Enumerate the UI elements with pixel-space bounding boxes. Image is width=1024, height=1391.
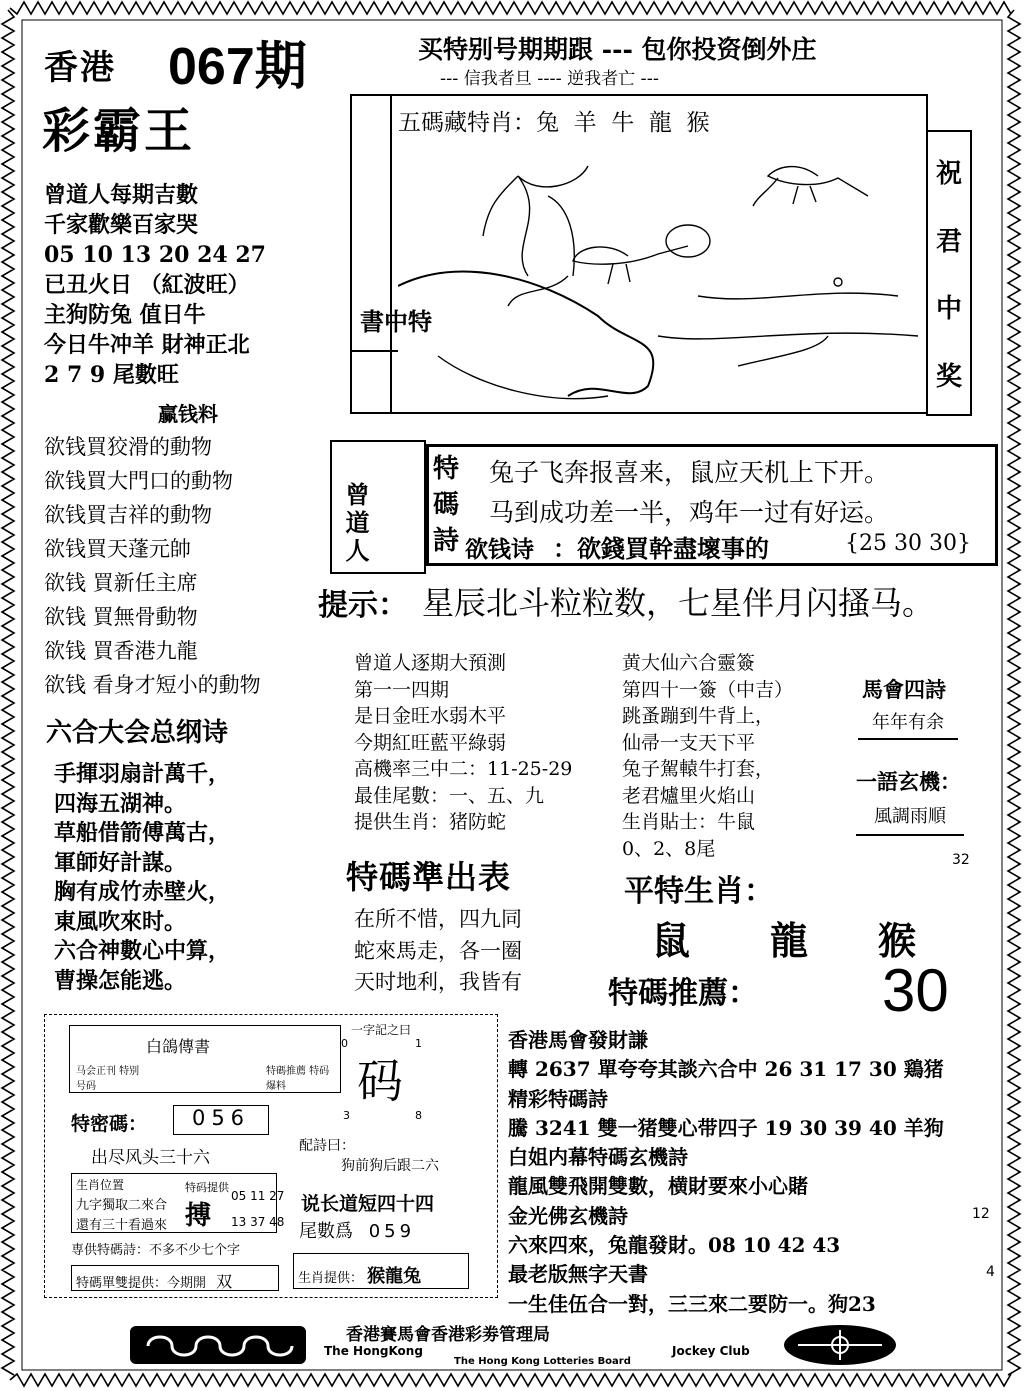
recommend-label: 特碼推薦： [608, 976, 758, 1011]
issue-number: 067期 [168, 38, 307, 96]
prediction-line: 是日金旺水弱木平 [354, 705, 507, 727]
flat-zodiac-title: 平特生肖： [624, 874, 774, 909]
money-poem-label: 欲钱诗 [465, 537, 534, 563]
club-line: 龍風雙飛開雙數，横財要來小心賭 [508, 1174, 808, 1199]
special-poem-label [433, 451, 459, 559]
lotteries-board-logo-icon [778, 1322, 902, 1368]
poem-line: 軍師好計謀。 [54, 849, 187, 876]
hint-label: 提示： [318, 588, 408, 623]
poem-line: 四海五湖神。 [54, 790, 187, 817]
oracle-line: 仙帚一支天下平 [622, 731, 756, 754]
recommend-number: 30 [882, 957, 949, 1024]
info-line: 千家歡樂百家哭 [44, 212, 199, 238]
poem-line: 草船借箭傅萬古， [54, 820, 231, 846]
club-line: 騰 3241 雙一猪雙心带四子 19 30 39 40 羊狗 [508, 1115, 944, 1140]
good-luck-column [926, 130, 972, 416]
hint-box-numbers-2: 13 37 48 [231, 1215, 285, 1229]
label-char: 特 [433, 454, 460, 484]
odd-even-label: 特碼單雙提供：今期開 [76, 1276, 207, 1291]
prediction-list [354, 650, 572, 836]
seal-box [330, 440, 426, 574]
secret-code-label: 特密碼： [71, 1113, 148, 1135]
poem-body [54, 760, 230, 996]
picture-divider [350, 350, 398, 352]
riddle-label: 配詩曰： [299, 1138, 355, 1154]
slogan-top: 买特别号期期跟 --- 包你投资倒外庄 [418, 35, 817, 64]
prediction-line: 高機率三中二：11-25-29 [354, 758, 573, 780]
oracle-line: 跳蚤蹦到牛背上， [622, 705, 775, 727]
book-title-box [69, 1025, 341, 1093]
mystery-value: 風調雨順 [856, 802, 964, 836]
zodiac-provide-label: 生肖提供： [298, 1271, 364, 1286]
horse-poem-value: 年年有余 [858, 708, 958, 740]
info-line: 已丑火日 （紅波旺） [44, 272, 250, 298]
memo-n8: 8 [415, 1109, 422, 1122]
secret-code-number: 056 [173, 1105, 269, 1135]
special-table-title: 特碼準出表 [346, 858, 512, 896]
poem-line: 六合神數心中算， [54, 938, 231, 964]
flat-zodiac-2: 龍 [770, 919, 809, 963]
list-item: 欲钱 買香港九龍 [44, 639, 198, 663]
prediction-line: 今期紅旺藍平綠弱 [354, 731, 507, 754]
poem-hint: 専供特碼詩：不多不少七个字 [71, 1243, 241, 1258]
special-poem-box [426, 444, 998, 566]
jockey-club-logo-icon [128, 1322, 308, 1368]
hint-box-label: 特码提供 [185, 1181, 229, 1194]
memo-n3: 3 [343, 1109, 350, 1122]
prediction-line: 第一一四期 [354, 678, 450, 701]
good-luck-char: 中 [935, 294, 962, 325]
club-line: 最老版無字天書 [508, 1262, 648, 1287]
prediction-line: 最佳尾數：一、五、九 [354, 784, 545, 807]
info-line: 曾道人每期吉數 [44, 182, 199, 208]
brand-hongkong: 香港 [44, 48, 116, 88]
poem-line: 曹操怎能逃。 [54, 967, 187, 994]
prediction-line: 提供生肖：猪防蛇 [354, 811, 507, 833]
flat-zodiac-3: 猴 [878, 919, 917, 963]
jockey-club-list [508, 1026, 944, 1319]
club-line: 轉 2637 單夸夸其談六合中 26 31 17 30 鶏猪 [508, 1057, 944, 1082]
oracle-line: 0、2、8尾 [622, 837, 716, 860]
position-label: 生肖位置 [76, 1178, 125, 1192]
memo-n1: 1 [415, 1037, 422, 1050]
seal-text: 曾道人 [341, 482, 369, 566]
label-char: 碼 [433, 490, 460, 520]
info-line: 2 7 9 尾數旺 [44, 362, 179, 388]
hint-text: 星辰北斗粒粒数，七星伴月闪搔马。 [422, 584, 935, 622]
memo-char: 码 [357, 1054, 403, 1108]
carrier-pigeon-card [44, 1014, 498, 1298]
club-line: 金光佛玄機詩 [508, 1203, 628, 1228]
list-item: 欲钱買天蓬元帥 [44, 537, 191, 561]
oracle-list [622, 650, 793, 862]
side-number-4: 4 [986, 1264, 995, 1280]
footer-en-sub: The Hong Kong Lotteries Board [454, 1356, 631, 1367]
club-line: 香港馬會發財謙 [508, 1028, 648, 1052]
side-left-column [350, 96, 392, 414]
long-short-text: 说长道短四十四 [301, 1193, 435, 1215]
zodiac-provide-box [293, 1253, 469, 1289]
small-right-note: 特碼推薦 特码爆料 [266, 1066, 330, 1092]
money-poem-text: ：欲錢買幹盡壞事的 [553, 534, 769, 563]
info-line: 今日牛冲羊 財神正北 [44, 332, 250, 358]
zodiac-provide-value: 猴龍兔 [367, 1266, 422, 1287]
side-left-text: 書中特 [360, 308, 432, 336]
small-left-note: 马会正刊 特别号码 [76, 1066, 140, 1092]
tail-row [299, 1217, 415, 1243]
special-poem-line2: 马到成功差一半，鸡年一过有好运。 [489, 498, 890, 527]
special-table-line: 在所不惜，四九同 [354, 907, 522, 931]
special-table-line: 蛇來馬走，各一圈 [354, 938, 522, 963]
bird-illustration [398, 136, 926, 412]
hidden-zodiac-title: 五碼藏特肖：兔 羊 牛 龍 猴 [398, 110, 710, 136]
club-line: 精彩特碼詩 [508, 1086, 608, 1111]
good-luck-char: 君 [935, 226, 962, 257]
win-money-list [44, 430, 261, 702]
special-table-line: 天时地利，我皆有 [354, 970, 522, 994]
footer-en-right: Jockey Club [672, 1344, 750, 1358]
info-line: 05 10 13 20 24 27 [44, 242, 266, 268]
riddle-text: 狗前狗后跟二六 [341, 1158, 439, 1174]
tail-label: 尾數爲 [299, 1221, 353, 1242]
odd-even-box [71, 1265, 279, 1291]
tail-value: 059 [368, 1221, 416, 1242]
oracle-line: 老君爐里火焰山 [622, 784, 756, 807]
corner-number: 32 [952, 852, 970, 868]
mystery-title: 一語玄機： [856, 770, 961, 794]
memo-n0: 0 [341, 1037, 348, 1050]
list-item: 欲钱買吉祥的動物 [44, 503, 212, 527]
list-item: 欲钱買大門口的動物 [44, 469, 233, 493]
hint-box-numbers-1: 05 11 27 [231, 1189, 285, 1203]
footer-en-left: The HongKong [324, 1344, 423, 1358]
poem-title: 六合大会总纲诗 [46, 718, 229, 748]
info-line: 主狗防兔 值日牛 [44, 302, 206, 328]
poem-line: 胸有成竹赤壁火， [54, 879, 231, 905]
good-luck-char: 奖 [935, 361, 962, 392]
position-line2: 還有三十看過來 [76, 1218, 168, 1233]
secret-code-sub: 出尽风头三十六 [91, 1148, 210, 1168]
club-line: 一生佳伍合一對，三三來二要防一。狗23 [508, 1291, 876, 1316]
oracle-line: 生肖貼士：牛鼠 [622, 811, 756, 833]
picture-box [350, 94, 928, 414]
side-number-12: 12 [972, 1206, 990, 1222]
win-money-title: 赢钱料 [158, 402, 218, 426]
label-char: 詩 [433, 526, 460, 556]
footer-chinese: 香港賽馬會香港彩劵管理局 [346, 1325, 550, 1345]
position-line1: 九字獨取二來合 [76, 1198, 168, 1213]
book-title: 白鴿傳書 [146, 1037, 211, 1056]
oracle-line: 第四十一簽（中吉） [622, 678, 794, 701]
prediction-line: 曾道人逐期大預測 [354, 652, 507, 674]
daily-info [44, 180, 266, 390]
hint-box-char: 搏 [185, 1201, 212, 1231]
club-line: 白姐内幕特碼玄機詩 [508, 1145, 688, 1170]
poem-line: 東風吹來时。 [54, 908, 187, 935]
poem-line: 手揮羽扇計萬千， [54, 761, 231, 787]
special-poem-line1: 兔子飞奔报喜来，鼠应天机上下开。 [489, 458, 890, 487]
good-luck-char: 祝 [935, 159, 962, 190]
oracle-line: 黄大仙六合靈簽 [622, 652, 756, 674]
brand-title: 彩霸王 [42, 103, 196, 159]
odd-even-value: 双 [216, 1272, 233, 1291]
oracle-line: 兔子駕轅牛打套， [622, 758, 775, 780]
money-poem-numbers: {25 30 30} [845, 531, 971, 556]
flat-zodiac-1: 鼠 [652, 919, 691, 963]
list-item: 欲钱 買無骨動物 [44, 605, 198, 629]
slogan-sub: --- 信我者旦 ---- 逆我者亡 --- [440, 69, 659, 89]
footer-banner [128, 1322, 908, 1368]
list-item: 欲钱買狡滑的動物 [44, 435, 212, 459]
list-item: 欲钱 買新任主席 [44, 571, 198, 595]
horse-poem-title: 馬會四詩 [862, 678, 946, 702]
special-table-body [354, 904, 522, 999]
memo-label: 一字記之曰 [351, 1023, 412, 1037]
list-item: 欲钱 看身才短小的動物 [44, 673, 261, 697]
club-line: 六來四來，兔龍發財。08 10 42 43 [508, 1233, 841, 1258]
